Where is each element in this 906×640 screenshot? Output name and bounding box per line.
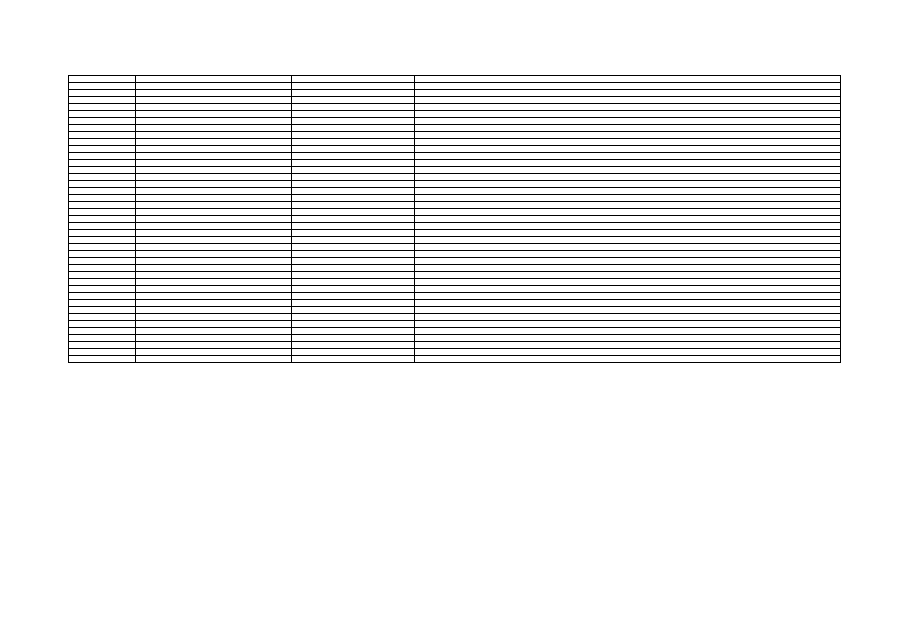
cadastral-number: [136, 83, 292, 90]
cadastral-number: [136, 118, 292, 125]
address: [415, 195, 841, 202]
address: [415, 188, 841, 195]
table-row: [69, 118, 841, 125]
cadastral-number: [136, 223, 292, 230]
table-row: [69, 202, 841, 209]
object-cadastral-number: [292, 279, 415, 286]
table-row: [69, 216, 841, 223]
object-cadastral-number: [292, 300, 415, 307]
address: [415, 139, 841, 146]
address: [415, 328, 841, 335]
object-cadastral-number: [292, 258, 415, 265]
table-row: [69, 258, 841, 265]
table-row: [69, 76, 841, 83]
object-cadastral-number: [292, 83, 415, 90]
cadastral-number: [136, 181, 292, 188]
object-cadastral-number: [292, 118, 415, 125]
table-row: [69, 237, 841, 244]
row-number: [69, 286, 136, 293]
address: [415, 160, 841, 167]
object-cadastral-number: [292, 342, 415, 349]
cadastral-number: [136, 153, 292, 160]
table-row: [69, 251, 841, 258]
address: [415, 258, 841, 265]
registry-table-body: [69, 76, 841, 363]
address: [415, 132, 841, 139]
row-number: [69, 328, 136, 335]
address: [415, 279, 841, 286]
table-row: [69, 195, 841, 202]
row-number: [69, 216, 136, 223]
row-number: [69, 314, 136, 321]
table-row: [69, 272, 841, 279]
object-cadastral-number: [292, 139, 415, 146]
object-cadastral-number: [292, 76, 415, 83]
cadastral-number: [136, 90, 292, 97]
row-number: [69, 202, 136, 209]
object-cadastral-number: [292, 328, 415, 335]
object-cadastral-number: [292, 104, 415, 111]
cadastral-number: [136, 230, 292, 237]
address: [415, 153, 841, 160]
table-row: [69, 300, 841, 307]
table-row: [69, 356, 841, 363]
cadastral-number: [136, 279, 292, 286]
address: [415, 244, 841, 251]
row-number: [69, 223, 136, 230]
object-cadastral-number: [292, 146, 415, 153]
object-cadastral-number: [292, 223, 415, 230]
table-row: [69, 314, 841, 321]
address: [415, 300, 841, 307]
row-number: [69, 146, 136, 153]
row-number: [69, 167, 136, 174]
address: [415, 335, 841, 342]
table-row: [69, 167, 841, 174]
object-cadastral-number: [292, 181, 415, 188]
row-number: [69, 279, 136, 286]
cadastral-number: [136, 104, 292, 111]
cadastral-number: [136, 174, 292, 181]
address: [415, 223, 841, 230]
address: [415, 167, 841, 174]
cadastral-number: [136, 76, 292, 83]
address: [415, 174, 841, 181]
address: [415, 349, 841, 356]
table-row: [69, 188, 841, 195]
cadastral-number: [136, 251, 292, 258]
row-number: [69, 132, 136, 139]
object-cadastral-number: [292, 349, 415, 356]
table-row: [69, 146, 841, 153]
row-number: [69, 258, 136, 265]
object-cadastral-number: [292, 272, 415, 279]
row-number: [69, 97, 136, 104]
row-number: [69, 272, 136, 279]
address: [415, 181, 841, 188]
object-cadastral-number: [292, 125, 415, 132]
address: [415, 342, 841, 349]
address: [415, 321, 841, 328]
cadastral-number: [136, 307, 292, 314]
table-row: [69, 265, 841, 272]
table-row: [69, 223, 841, 230]
address: [415, 356, 841, 363]
row-number: [69, 293, 136, 300]
row-number: [69, 244, 136, 251]
cadastral-number: [136, 300, 292, 307]
table-row: [69, 104, 841, 111]
address: [415, 202, 841, 209]
address: [415, 272, 841, 279]
object-cadastral-number: [292, 153, 415, 160]
address: [415, 104, 841, 111]
object-cadastral-number: [292, 251, 415, 258]
row-number: [69, 76, 136, 83]
cadastral-number: [136, 139, 292, 146]
object-cadastral-number: [292, 321, 415, 328]
table-row: [69, 160, 841, 167]
row-number: [69, 335, 136, 342]
address: [415, 118, 841, 125]
address: [415, 314, 841, 321]
row-number: [69, 265, 136, 272]
address: [415, 83, 841, 90]
cadastral-number: [136, 321, 292, 328]
object-cadastral-number: [292, 111, 415, 118]
object-cadastral-number: [292, 90, 415, 97]
cadastral-number: [136, 160, 292, 167]
row-number: [69, 174, 136, 181]
address: [415, 111, 841, 118]
object-cadastral-number: [292, 188, 415, 195]
table-row: [69, 244, 841, 251]
row-number: [69, 307, 136, 314]
object-cadastral-number: [292, 167, 415, 174]
row-number: [69, 160, 136, 167]
address: [415, 251, 841, 258]
address: [415, 76, 841, 83]
object-cadastral-number: [292, 307, 415, 314]
row-number: [69, 111, 136, 118]
object-cadastral-number: [292, 209, 415, 216]
address: [415, 237, 841, 244]
table-row: [69, 111, 841, 118]
cadastral-number: [136, 209, 292, 216]
cadastral-number: [136, 97, 292, 104]
table-row: [69, 342, 841, 349]
cadastral-number: [136, 356, 292, 363]
row-number: [69, 230, 136, 237]
cadastral-number: [136, 314, 292, 321]
cadastral-number: [136, 237, 292, 244]
object-cadastral-number: [292, 160, 415, 167]
table-row: [69, 83, 841, 90]
row-number: [69, 321, 136, 328]
row-number: [69, 181, 136, 188]
table-row: [69, 90, 841, 97]
row-number: [69, 342, 136, 349]
object-cadastral-number: [292, 335, 415, 342]
row-number: [69, 195, 136, 202]
table-row: [69, 181, 841, 188]
table-row: [69, 349, 841, 356]
cadastral-number: [136, 188, 292, 195]
object-cadastral-number: [292, 293, 415, 300]
cadastral-number: [136, 125, 292, 132]
row-number: [69, 139, 136, 146]
registry-table: [68, 75, 841, 363]
row-number: [69, 125, 136, 132]
object-cadastral-number: [292, 286, 415, 293]
cadastral-number: [136, 328, 292, 335]
table-row: [69, 139, 841, 146]
address: [415, 286, 841, 293]
table-row: [69, 153, 841, 160]
row-number: [69, 153, 136, 160]
table-row: [69, 209, 841, 216]
table-row: [69, 125, 841, 132]
table-row: [69, 307, 841, 314]
object-cadastral-number: [292, 202, 415, 209]
cadastral-number: [136, 265, 292, 272]
row-number: [69, 90, 136, 97]
address: [415, 146, 841, 153]
table-row: [69, 293, 841, 300]
cadastral-number: [136, 111, 292, 118]
cadastral-number: [136, 195, 292, 202]
row-number: [69, 118, 136, 125]
object-cadastral-number: [292, 216, 415, 223]
cadastral-number: [136, 146, 292, 153]
address: [415, 90, 841, 97]
row-number: [69, 237, 136, 244]
table-row: [69, 286, 841, 293]
cadastral-number: [136, 293, 292, 300]
table-row: [69, 174, 841, 181]
object-cadastral-number: [292, 132, 415, 139]
object-cadastral-number: [292, 237, 415, 244]
table-row: [69, 230, 841, 237]
cadastral-number: [136, 258, 292, 265]
row-number: [69, 188, 136, 195]
cadastral-number: [136, 202, 292, 209]
table-row: [69, 132, 841, 139]
object-cadastral-number: [292, 195, 415, 202]
row-number: [69, 209, 136, 216]
row-number: [69, 251, 136, 258]
address: [415, 216, 841, 223]
object-cadastral-number: [292, 230, 415, 237]
cadastral-number: [136, 272, 292, 279]
object-cadastral-number: [292, 314, 415, 321]
address: [415, 125, 841, 132]
cadastral-number: [136, 342, 292, 349]
address: [415, 230, 841, 237]
cadastral-number: [136, 167, 292, 174]
object-cadastral-number: [292, 174, 415, 181]
table-row: [69, 335, 841, 342]
table-row: [69, 328, 841, 335]
cadastral-number: [136, 132, 292, 139]
row-number: [69, 104, 136, 111]
row-number: [69, 349, 136, 356]
cadastral-number: [136, 335, 292, 342]
address: [415, 97, 841, 104]
cadastral-number: [136, 349, 292, 356]
table-row: [69, 321, 841, 328]
address: [415, 307, 841, 314]
row-number: [69, 83, 136, 90]
row-number: [69, 300, 136, 307]
object-cadastral-number: [292, 244, 415, 251]
table-row: [69, 279, 841, 286]
table-row: [69, 97, 841, 104]
cadastral-number: [136, 244, 292, 251]
object-cadastral-number: [292, 265, 415, 272]
address: [415, 209, 841, 216]
cadastral-number: [136, 216, 292, 223]
cadastral-number: [136, 286, 292, 293]
address: [415, 293, 841, 300]
object-cadastral-number: [292, 97, 415, 104]
row-number: [69, 356, 136, 363]
address: [415, 265, 841, 272]
object-cadastral-number: [292, 356, 415, 363]
